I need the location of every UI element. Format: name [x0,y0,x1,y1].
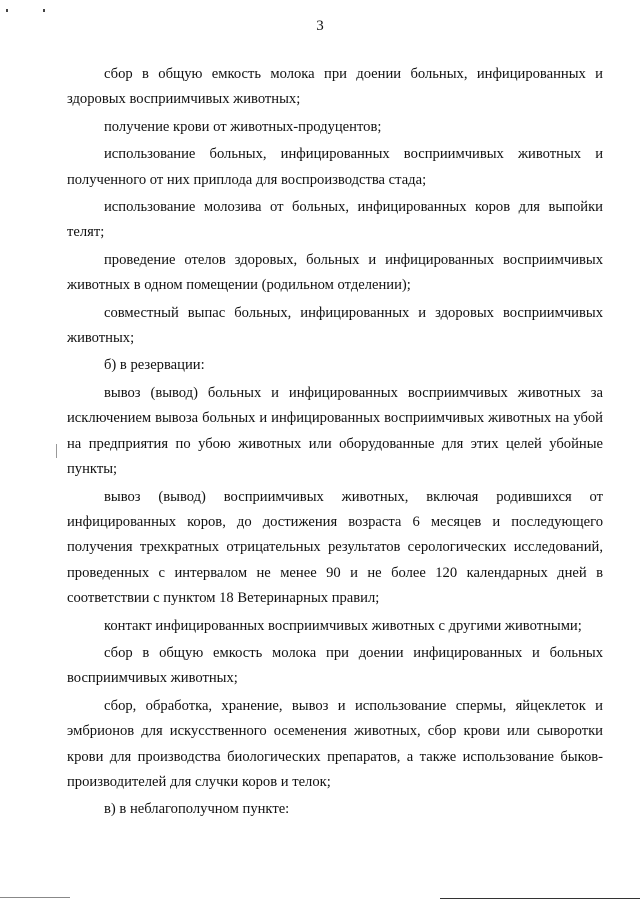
page-number: 3 [316,18,324,34]
section-heading: б) в резервации: [104,357,205,374]
paragraph: вывоз (вывод) восприимчивых животных, включая родившихся от инфицированных коров, до достижения возраста 6 месяцев и последующего получения трехкратных отрицательных результатов серологических исследований, проведенных с интервалом не менее 90 и не более 120 календарных дней в соответствии с пунктом 18 Ветеринарных правил; [67,488,603,607]
paragraph: вывоз (вывод) больных и инфицированных восприимчивых животных за исключением вывоза больных и инфицированных восприимчивых животных на убой на предприятия по убою животных или оборудованные для этих целей убойные пункты; [67,384,603,478]
paragraph: сбор в общую емкость молока при доении больных, инфицированных и здоровых восприимчивых животных; [67,66,603,108]
scan-artifact [440,898,640,899]
scan-artifact [0,897,70,898]
paragraph: использование больных, инфицированных восприимчивых животных и полученного от них приплода для воспроизводства стада; [67,146,603,188]
paragraph: проведение отелов здоровых, больных и инфицированных восприимчивых животных в одном помещении (родильном отделении); [67,251,603,294]
document-body [67,62,603,825]
paragraph: сбор в общую емкость молока при доении инфицированных и больных восприимчивых животных; [67,644,603,687]
paragraph: сбор, обработка, хранение, вывоз и использование спермы, яйцеклеток и эмбрионов для искусственного осеменения животных, сбор крови или сыворотки крови для производства биологических препаратов, а также использование быков-производителей для случки коров и телок; [67,697,603,790]
paragraph: контакт инфицированных восприимчивых животных с другими животными; [104,617,582,634]
scan-artifact [56,444,57,458]
section-heading: в) в неблагополучном пункте: [104,801,290,818]
scan-artifact [43,9,45,12]
paragraph: получение крови от животных-продуцентов; [104,118,382,135]
paragraph: использование молозива от больных, инфицированных коров для выпойки телят; [67,199,603,241]
scan-artifact [6,9,8,12]
paragraph: совместный выпас больных, инфицированных и здоровых восприимчивых животных; [67,304,603,347]
